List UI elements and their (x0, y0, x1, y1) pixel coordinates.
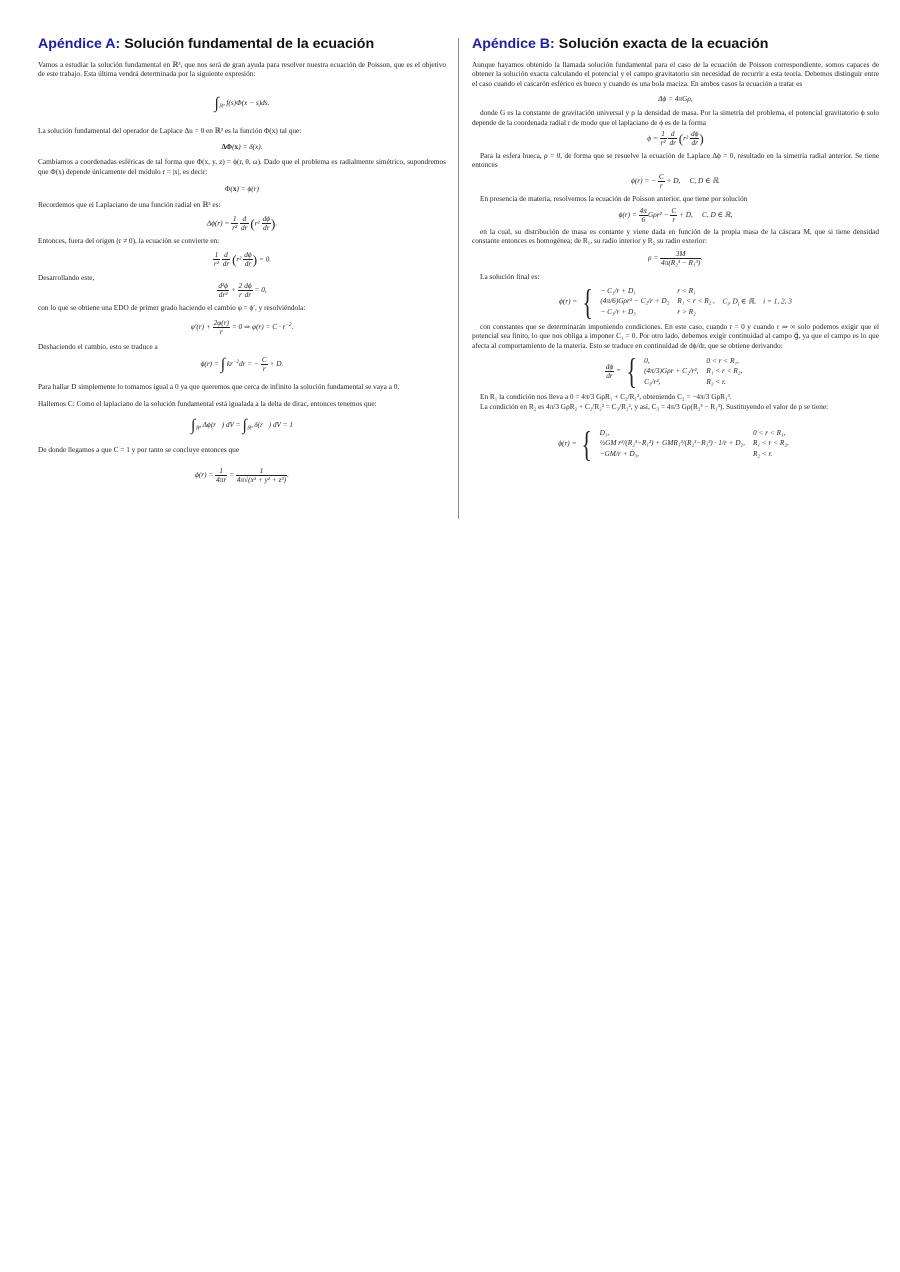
appendix-a-paragraph: Deshaciendo el cambio, esto se traduce a (38, 342, 158, 352)
equation-laplacian-radial: Δϕ(r) = $\frac{1}{\text{r²}}$ $\frac{d}{dr}$ (r² $\frac{d\phi}{dr}$ ). (206, 213, 278, 232)
appendix-a-paragraph: La solución fundamental del operador de Laplace Δu = 0 en ℝ³ es la función Φ(x) tal que: (38, 126, 302, 136)
equation-edo: φ′(r) + $\frac{2\varphi(r)}{r}$ = 0 ⇒ $\varphi(r) = C \cdot r^{-2}$. (190, 318, 294, 337)
appendix-a-paragraph: Recordemos que el Laplaciano de una función radial en ℝ³ es: (38, 200, 221, 210)
equation-delta-integral: $\int_{ℝ^3}$ Δϕ(r⃗) dV = $\int_{ℝ^3}$ δ(r⃗) dV = 1 (190, 417, 294, 435)
appendix-a-paragraph: Hallemos C: Como el laplaciano de la solución fundamental está igualada a la delta de dirac, entonces tenemos que: (38, 399, 377, 409)
appendix-a-label: Apéndice A: (38, 36, 121, 52)
equation-fundamental: ΔΦ(x) = δ(x). (221, 141, 263, 151)
appendix-b-paragraph: Para la esfera hueca, ρ = 0, de forma que se resuelve la ecuación de Laplace Δϕ = 0, resultado en la simetría radial anterior. Se tiene entonces (472, 150, 879, 170)
appendix-b-paragraph: La solución final es: (480, 271, 540, 281)
column-divider (458, 38, 459, 519)
equation-final-fundamental: ϕ(r) = $\frac{1}{4\pi r}$ = $\frac{1}{\text{4π√(x² + y² + z²)}}$ . (195, 465, 289, 484)
equation-expanded: $\frac{\text{d²ϕ}}{\text{dr²}}$ + $\frac{2}{r}$ $\frac{d\phi}{dr}$ = 0, (218, 281, 267, 300)
appendix-b-paragraph: En presencia de materia, resolvemos la ecuación de Poisson anterior, que tiene por solución (480, 193, 748, 203)
appendix-a-paragraph: De donde llegamos a que C = 1 y por tanto se concluye entonces que (38, 445, 240, 455)
equation-integral-solution: ϕ(r) = ∫ $kr^{-2}dr$ = − $\frac{C}{r}$ + D. (200, 354, 284, 373)
equation-laplacian-form: ϕ = $\frac{1}{\text{r²}}$ $\frac{d}{dr}$ (r² $\frac{d\phi}{dr}$ ) (647, 128, 704, 147)
appendix-a-paragraph: Para hallar D simplemente lo tomamos igual a 0 ya que queremos que cerca de infinito la solución fundamental se vaya a 0. (38, 381, 400, 391)
appendix-a-paragraph: Vamos a estudiar la solución fundamental en ℝ³, que nos será de gran ayuda para resolver nuestra ecuación de Poisson, que es el objetivo de este trabajo. Esta última vendrá determinada por la siguiente expresión: (38, 59, 446, 79)
appendix-a-column (38, 36, 446, 484)
equation-density: ρ = $\frac{3M}{\text{4π(R₂³ − R₁³)}}$ . (647, 248, 703, 267)
appendix-b-paragraph: con constantes que se determinarán imponiendo condiciones. En este caso, cuando r = 0 y cuando r ⇒ ∞ solo podemos exigir que el potencial sea finito, lo que nos obliga a imponer C₁ = 0. Por otro lado, debemos exigir continuidad al campo g⃗, ya que el campo es lo que afecta al comportamiento de la materia. Esto se traduce en continuidad de dϕ/dr, que se obtiene derivando: (472, 321, 879, 350)
appendix-a-paragraph: Desarrollando este, (38, 272, 95, 282)
equation-derivative: $\frac{d\phi}{dr}$ = { 0, 0 < r < R₁, (4π/3)Gρr + C₂/r², R₁ < r < R₂, C₃/r², R₂ < r. (605, 351, 743, 392)
appendix-b-title: Solución exacta de la ecuación (558, 36, 769, 52)
appendix-a-paragraph: Cambiamos a coordenadas esféricas de tal forma que Φ(x, y, z) = ϕ(r, θ, ω). Dado que el problema es radialmente simétrico, supondremos que Φ(x) depende únicamente del módulo r = |x|, es decir: (38, 157, 446, 176)
appendix-b-paragraph: donde G es la constante de gravitación universal y ρ la densidad de masa. Por la simetría del problema, el potencial gravitatorio ϕ solo depende de la coordenada radial r de modo que el laplaciano de ϕ es de la forma (472, 108, 879, 127)
equation-poisson: Δϕ = 4πGρ, (658, 93, 693, 103)
appendix-a-paragraph: con lo que se obtiene una EDO de primer grado haciendo el cambio φ = ϕ′, y resolviéndola: (38, 303, 306, 313)
equation-convolution: $\int_{ℝ^3}$ f(s)Φ(x − s)ds. (214, 95, 270, 112)
equation-final-exact: ϕ(r) = { D₁, 0 < r < R₁, ½GM r²/(R₂³−R₁³) + GMR₁³/(R₂³−R₁³) · 1/r + D₂, R₁ < r < R₂, −GM/r + D₃, R₂ < r. (558, 423, 789, 464)
appendix-b-heading (472, 36, 879, 54)
appendix-b-paragraph: Aunque hayamos obtenido la llamada solución fundamental para el caso de la ecuación de Poisson correspondiente, somos capaces de obtener la solución exacta calculando el potencial y el campo gravitatorio sin necesidad de recurrir a esta teoría. Debemos distinguir entre el caso cuando el cascarón esférico es hueco y cuando es una bola maciza. En ambos casos la ecuación a tratar es (472, 59, 879, 88)
appendix-a-paragraph: Entonces, fuera del origen (r ≠ 0), la ecuación se convierte en: (38, 236, 220, 246)
appendix-a-heading (38, 36, 446, 54)
appendix-b-column (472, 36, 879, 462)
equation-hollow: ϕ(r) = − $\frac{C}{r}$ + D, C, D ∈ ℝ. (631, 171, 720, 190)
equation-matter: ϕ(r) = $\frac{4\pi}{6}$ Gρr² − $\frac{C}{r}$ + D, C, D ∈ ℝ, (618, 205, 733, 224)
appendix-b-paragraph: en la cual, su distribución de masa es contante y viene dada en función de la propia masa de la cáscara M, que si tiene densidad constante entonces es homogénea; de R₁, su radio interior y R₂ su radio exterior: (472, 226, 879, 246)
equation-laplace-zero: $\frac{1}{\text{r²}}$ $\frac{d}{dr}$ (r² $\frac{d\phi}{dr}$ ) = 0. (213, 249, 272, 268)
appendix-a-title: Solución fundamental de la ecuación (124, 36, 375, 52)
equation-piecewise-solution: ϕ(r) = { − C₁/r + D₁ r < R₁ (4π/6)Gρr² − C₂/r + D₂ R₁ < r < R₂ , − C₃/r + D₃ r > R₂ $C_i$, $D_i$ ∈ ℝ, i = 1, 2, 3 (559, 281, 792, 322)
equation-radial: Φ(x) = ϕ(r) (225, 183, 259, 193)
appendix-b-paragraph: La condición en R₂ es 4π/3 GρR₂ + C₂/R₂² = C₃/R₂², y así, C₃ = 4π/3 Gρ(R₂³ − R₁³). Sustituyendo el valor de ρ se tiene: (480, 402, 829, 411)
appendix-b-label: Apéndice B: (472, 36, 555, 52)
appendix-b-paragraph: En R₁ la condición nos lleva a 0 = 4π/3 GρR₁ + C₂/R₁², obteniendo C₂ = −4π/3 GρR₁³. (480, 392, 732, 402)
